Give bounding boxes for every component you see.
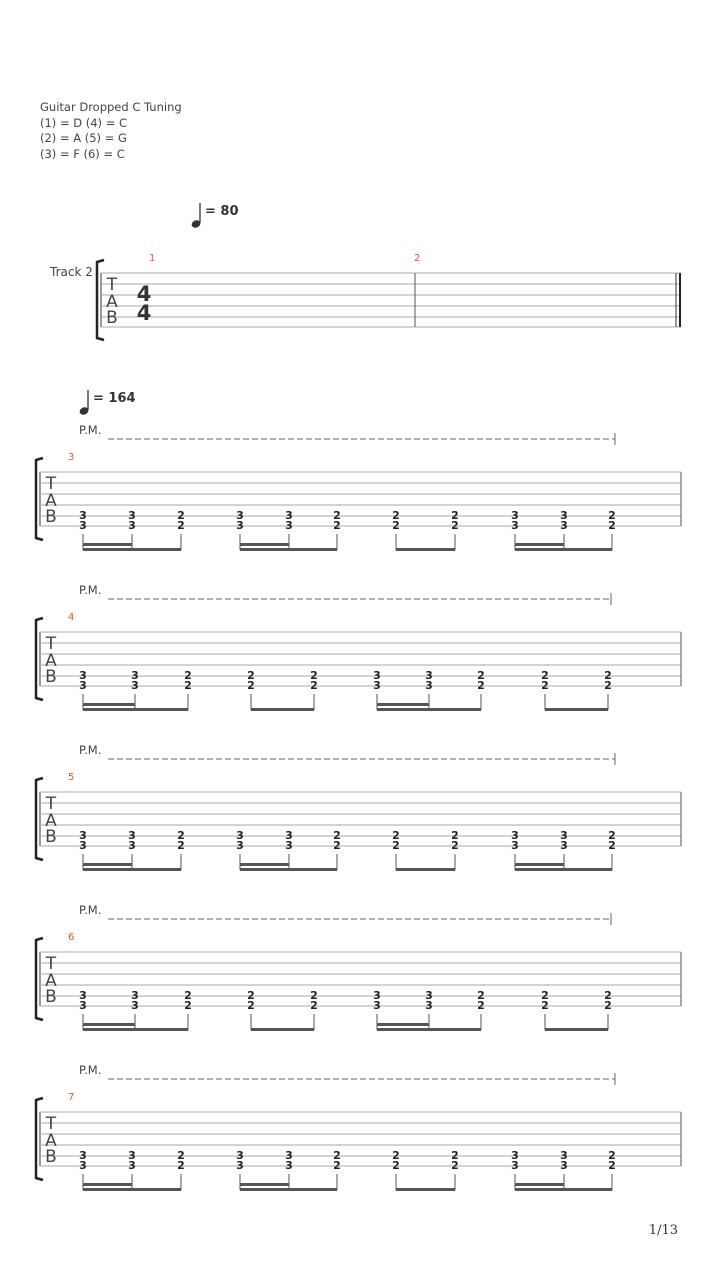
fret-number: 3 <box>511 1159 519 1172</box>
tempo-marking-80 <box>190 203 238 229</box>
fret-number: 3 <box>560 509 568 522</box>
fret-number: 2 <box>333 839 341 852</box>
fret-number: 3 <box>560 1149 568 1162</box>
fret-number: 2 <box>247 989 255 1002</box>
fret-number: 3 <box>511 839 519 852</box>
eighth-beam <box>240 548 337 551</box>
measure-number-2: 2 <box>414 253 421 264</box>
fret-number: 3 <box>79 839 87 852</box>
fret-number: 2 <box>451 1149 459 1162</box>
fret-number: 2 <box>392 1149 400 1162</box>
fret-number: 3 <box>236 1149 244 1162</box>
tab-clef-t: T <box>45 1114 57 1134</box>
tab-clef-b: B <box>45 1147 57 1167</box>
fret-number: 2 <box>310 669 318 682</box>
fret-number: 2 <box>451 1159 459 1172</box>
fret-number: 3 <box>128 839 136 852</box>
fret-number: 3 <box>79 1149 87 1162</box>
fret-number: 2 <box>184 989 192 1002</box>
sixteenth-beam <box>515 1183 564 1186</box>
fret-number: 3 <box>79 829 87 842</box>
sixteenth-beam <box>83 863 132 866</box>
fret-number: 2 <box>541 999 549 1012</box>
tempo-marking-164 <box>78 390 135 416</box>
fret-number: 2 <box>184 669 192 682</box>
fret-number: 2 <box>451 839 459 852</box>
fret-number: 3 <box>131 679 139 692</box>
sixteenth-beam <box>83 543 132 546</box>
fret-number: 2 <box>608 509 616 522</box>
tab-clef-t: T <box>45 794 57 814</box>
palm-mute-label: P.M. <box>79 1063 102 1077</box>
fret-number: 2 <box>177 839 185 852</box>
fret-number: 2 <box>604 989 612 1002</box>
fret-number: 3 <box>511 519 519 532</box>
fret-number: 3 <box>236 509 244 522</box>
fret-number: 2 <box>247 679 255 692</box>
tuning-line-1: (1) = D (4) = C <box>40 115 128 130</box>
sixteenth-beam <box>83 703 135 706</box>
fret-number: 2 <box>184 679 192 692</box>
fret-number: 3 <box>285 1159 293 1172</box>
fret-number: 2 <box>184 999 192 1012</box>
fret-number: 3 <box>511 509 519 522</box>
eighth-beam <box>545 1028 608 1031</box>
fret-number: 2 <box>608 1149 616 1162</box>
fret-number: 2 <box>477 679 485 692</box>
sixteenth-beam <box>377 1023 429 1026</box>
fret-number: 2 <box>392 519 400 532</box>
fret-number: 3 <box>511 1149 519 1162</box>
fret-number: 3 <box>236 829 244 842</box>
track-label: Track 2 <box>50 265 93 279</box>
tempo-value: = 164 <box>93 391 136 406</box>
fret-number: 2 <box>333 1149 341 1162</box>
palm-mute-label: P.M. <box>79 583 102 597</box>
fret-number: 3 <box>285 519 293 532</box>
tuning-line-2: (2) = A (5) = G <box>40 131 127 145</box>
fret-number: 2 <box>247 669 255 682</box>
tab-clef-a: A <box>45 651 57 671</box>
fret-number: 3 <box>128 519 136 532</box>
eighth-beam <box>251 1028 314 1031</box>
eighth-beam <box>377 1028 481 1031</box>
fret-number: 2 <box>541 989 549 1002</box>
eighth-beam <box>515 1188 612 1191</box>
measure-number-1: 1 <box>149 253 156 264</box>
tab-clef-t: T <box>45 474 57 494</box>
measure-number: 3 <box>68 452 75 463</box>
fret-number: 3 <box>79 509 87 522</box>
eighth-beam <box>515 548 612 551</box>
fret-number: 2 <box>392 509 400 522</box>
eighth-beam <box>251 708 314 711</box>
fret-number: 3 <box>285 829 293 842</box>
fret-number: 2 <box>541 669 549 682</box>
fret-number: 2 <box>608 839 616 852</box>
palm-mute-label: P.M. <box>79 903 102 917</box>
fret-number: 2 <box>310 999 318 1012</box>
tab-system-measure-6 <box>36 903 681 1031</box>
eighth-beam <box>396 868 455 871</box>
eighth-beam <box>240 868 337 871</box>
fret-number: 2 <box>177 509 185 522</box>
eighth-beam <box>396 548 455 551</box>
sixteenth-beam <box>240 1183 289 1186</box>
eighth-beam <box>396 1188 455 1191</box>
sixteenth-beam <box>83 1023 135 1026</box>
eighth-beam <box>240 1188 337 1191</box>
tab-clef-a: A <box>45 1131 57 1151</box>
tab-clef-a: A <box>45 971 57 991</box>
fret-number: 2 <box>310 989 318 1002</box>
page-number: 1/13 <box>648 1223 678 1238</box>
sixteenth-beam <box>83 1183 132 1186</box>
fret-number: 3 <box>285 1149 293 1162</box>
tab-clef-b: B <box>45 667 57 687</box>
fret-number: 2 <box>451 519 459 532</box>
eighth-beam <box>83 708 188 711</box>
fret-number: 3 <box>511 829 519 842</box>
measure-number: 5 <box>68 772 75 783</box>
tab-clef-a: A <box>45 811 57 831</box>
fret-number: 2 <box>604 999 612 1012</box>
measure-number: 7 <box>68 1092 75 1103</box>
tab-system-measure-5 <box>36 743 681 871</box>
fret-number: 2 <box>608 829 616 842</box>
time-signature-numerator: 4 <box>136 282 152 306</box>
eighth-beam <box>83 1188 181 1191</box>
fret-number: 3 <box>373 989 381 1002</box>
fret-number: 3 <box>425 999 433 1012</box>
tab-clef-t: T <box>106 275 118 295</box>
tab-system-measure-4 <box>36 583 681 711</box>
fret-number: 2 <box>608 519 616 532</box>
time-signature-denominator: 4 <box>136 301 152 325</box>
eighth-beam <box>377 708 481 711</box>
fret-number: 3 <box>79 989 87 1002</box>
fret-number: 2 <box>608 1159 616 1172</box>
fret-number: 2 <box>310 679 318 692</box>
sixteenth-beam <box>240 863 289 866</box>
eighth-beam <box>515 868 612 871</box>
fret-number: 3 <box>425 669 433 682</box>
intro-system <box>49 253 681 340</box>
tempo-value: = 80 <box>205 204 239 219</box>
fret-number: 2 <box>392 829 400 842</box>
fret-number: 2 <box>477 989 485 1002</box>
fret-number: 2 <box>451 509 459 522</box>
measure-number: 4 <box>68 612 75 623</box>
fret-number: 3 <box>131 669 139 682</box>
tab-clef-b: B <box>45 827 57 847</box>
fret-number: 2 <box>604 679 612 692</box>
fret-number: 3 <box>128 1159 136 1172</box>
tab-system-measure-3 <box>36 423 681 551</box>
fret-number: 2 <box>333 1159 341 1172</box>
fret-number: 2 <box>247 999 255 1012</box>
fret-number: 2 <box>451 829 459 842</box>
tab-clef-b: B <box>45 987 57 1007</box>
eighth-beam <box>83 1028 188 1031</box>
fret-number: 3 <box>560 839 568 852</box>
fret-number: 2 <box>392 1159 400 1172</box>
fret-number: 2 <box>333 519 341 532</box>
fret-number: 3 <box>560 1159 568 1172</box>
fret-number: 3 <box>373 999 381 1012</box>
fret-number: 2 <box>177 829 185 842</box>
palm-mute-label: P.M. <box>79 743 102 757</box>
sixteenth-beam <box>515 863 564 866</box>
fret-number: 3 <box>131 989 139 1002</box>
fret-number: 3 <box>236 1159 244 1172</box>
tab-clef-b: B <box>45 507 57 527</box>
sixteenth-beam <box>515 543 564 546</box>
fret-number: 3 <box>285 839 293 852</box>
measure-number: 6 <box>68 932 75 943</box>
fret-number: 3 <box>79 669 87 682</box>
fret-number: 3 <box>236 839 244 852</box>
eighth-beam <box>83 548 181 551</box>
tab-clef-b: B <box>106 308 118 328</box>
fret-number: 2 <box>177 1149 185 1162</box>
fret-number: 3 <box>79 519 87 532</box>
fret-number: 2 <box>177 1159 185 1172</box>
fret-number: 2 <box>604 669 612 682</box>
fret-number: 3 <box>560 829 568 842</box>
fret-number: 3 <box>79 679 87 692</box>
fret-number: 2 <box>477 669 485 682</box>
fret-number: 2 <box>392 839 400 852</box>
tab-clef-a: A <box>106 292 118 312</box>
tab-clef-a: A <box>45 491 57 511</box>
fret-number: 2 <box>541 679 549 692</box>
eighth-beam <box>83 868 181 871</box>
tab-system-measure-7 <box>36 1063 681 1191</box>
sixteenth-beam <box>240 543 289 546</box>
fret-number: 3 <box>128 829 136 842</box>
fret-number: 3 <box>131 999 139 1012</box>
fret-number: 2 <box>333 829 341 842</box>
palm-mute-label: P.M. <box>79 423 102 437</box>
fret-number: 3 <box>425 679 433 692</box>
eighth-beam <box>545 708 608 711</box>
sixteenth-beam <box>377 703 429 706</box>
fret-number: 2 <box>177 519 185 532</box>
fret-number: 3 <box>285 509 293 522</box>
fret-number: 3 <box>128 509 136 522</box>
fret-number: 3 <box>236 519 244 532</box>
tab-clef-t: T <box>45 634 57 654</box>
tab-clef-t: T <box>45 954 57 974</box>
instrument-tuning-title: Guitar Dropped C Tuning <box>40 100 182 114</box>
fret-number: 3 <box>79 1159 87 1172</box>
fret-number: 3 <box>560 519 568 532</box>
fret-number: 2 <box>477 999 485 1012</box>
fret-number: 3 <box>128 1149 136 1162</box>
fret-number: 3 <box>373 679 381 692</box>
fret-number: 3 <box>425 989 433 1002</box>
fret-number: 3 <box>373 669 381 682</box>
tuning-line-3: (3) = F (6) = C <box>40 146 125 161</box>
fret-number: 2 <box>333 509 341 522</box>
fret-number: 3 <box>79 999 87 1012</box>
tab-systems <box>36 423 681 1191</box>
